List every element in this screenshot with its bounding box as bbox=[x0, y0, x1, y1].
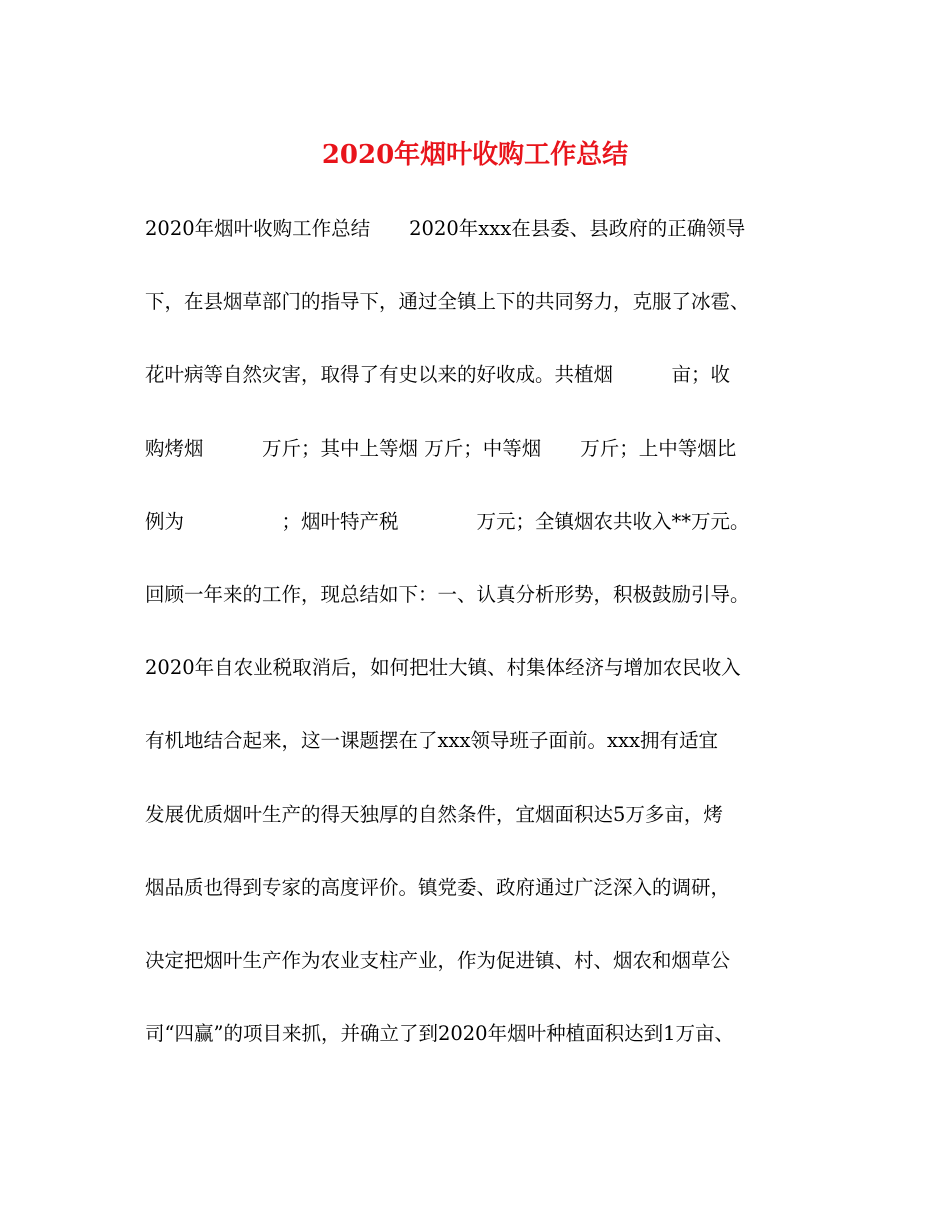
body-line: 购烤烟 万斤；其中上等烟 万斤；中等烟 万斤；上中等烟比 bbox=[145, 436, 737, 460]
body-line: 下，在县烟草部门的指导下，通过全镇上下的共同努力，克服了冰雹、 bbox=[145, 290, 750, 314]
body-line: 例为 ；烟叶特产税 万元；全镇烟农共收入**万元。 bbox=[145, 509, 750, 533]
body-line: 回顾一年来的工作，现总结如下：一、认真分析形势，积极鼓励引导。 bbox=[145, 582, 750, 606]
body-line: 司“四赢”的项目来抓，并确立了到2020年烟叶种植面积达到1万亩、 bbox=[145, 1022, 734, 1046]
body-line: 2020年烟叶收购工作总结 2020年xxx在县委、县政府的正确领导 bbox=[145, 217, 746, 240]
document-body bbox=[145, 214, 825, 1092]
body-line: 2020年自农业税取消后，如何把壮大镇、村集体经济与增加农民收入 bbox=[145, 656, 741, 680]
body-line: 发展优质烟叶生产的得天独厚的自然条件，宜烟面积达5万多亩，烤 bbox=[145, 802, 723, 826]
body-line: 烟品质也得到专家的高度评价。镇党委、政府通过广泛深入的调研， bbox=[145, 875, 731, 899]
body-line: 有机地结合起来，这一课题摆在了xxx领导班子面前。xxx拥有适宜 bbox=[145, 729, 718, 753]
document-title: 2020年烟叶收购工作总结 bbox=[321, 140, 629, 170]
body-line: 决定把烟叶生产作为农业支柱产业，作为促进镇、村、烟农和烟草公 bbox=[145, 948, 731, 972]
body-line: 花叶病等自然灾害，取得了有史以来的好收成。共植烟 亩；收 bbox=[145, 363, 731, 387]
